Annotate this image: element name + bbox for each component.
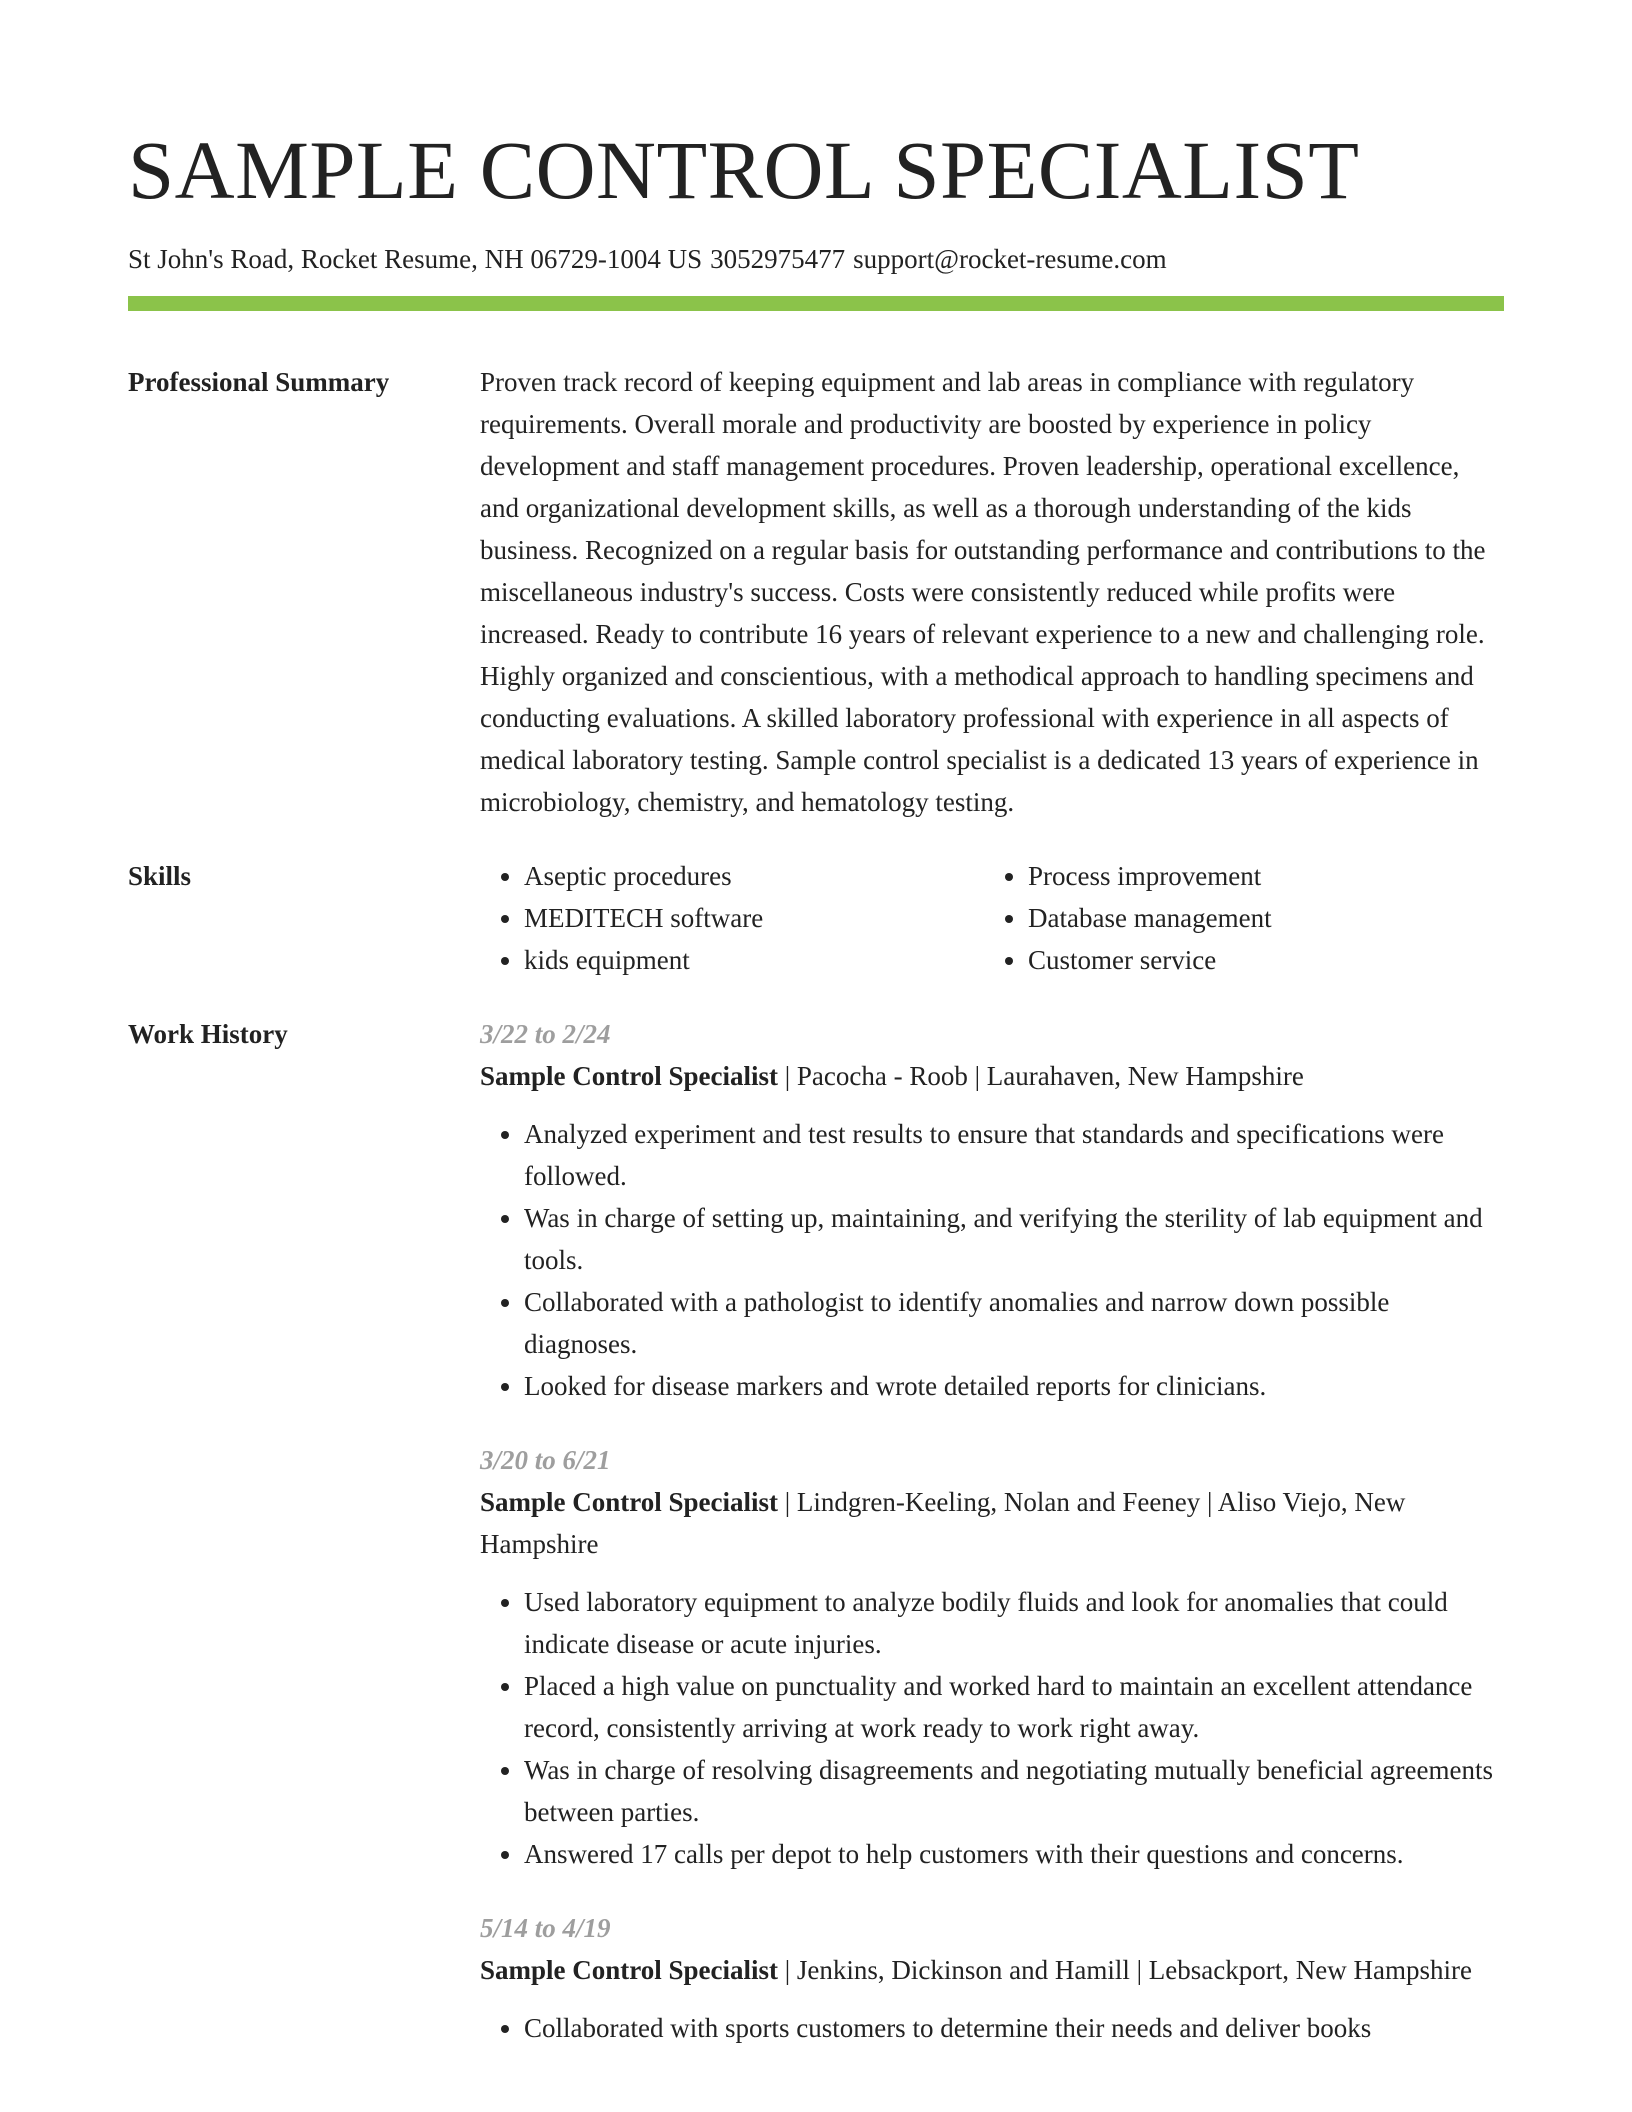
- work-history-body: [480, 1013, 1504, 2081]
- job-entry: [480, 1439, 1504, 1875]
- job-dates: 5/14 to 4/19: [480, 1913, 611, 1943]
- summary-text: Proven track record of keeping equipment and lab areas in compliance with regulatory requirements. Overall morale and productivity are boosted by experience in policy development and staff management procedures. Proven leadership, operational excellence, and organizational development skills, as well as a thorough understanding of the kids business. Recognized on a regular basis for outstanding performance and contributions to the miscellaneous industry's success. Costs were consistently reduced while profits were increased. Ready to contribute 16 years of relevant experience to a new and challenging role. Highly organized and conscientious, with a methodical approach to handling specimens and conducting evaluations. A skilled laboratory professional with experience in all aspects of medical laboratory testing. Sample control specialist is a dedicated 13 years of experience in microbiology, chemistry, and hematology testing.: [480, 367, 1486, 817]
- job-bullet: • Collaborated with sports customers to determine their needs and deliver books: [524, 2007, 1504, 2049]
- job-entry: [480, 1013, 1504, 1407]
- skill-item: • Aseptic procedures: [524, 855, 984, 897]
- work-history-label: Work History: [128, 1019, 288, 1049]
- job-dates: 3/22 to 2/24: [480, 1019, 611, 1049]
- skills-section: [128, 855, 1504, 981]
- summary-label: Professional Summary: [128, 367, 390, 397]
- work-history-section: [128, 1013, 1504, 2081]
- job-bullet: • Placed a high value on punctuality and worked hard to maintain an excellent attendance record, consistently arriving at work ready to work right away.: [524, 1665, 1504, 1749]
- job-bullet: • Answered 17 calls per depot to help customers with their questions and concerns.: [524, 1833, 1504, 1875]
- job-bullet: • Analyzed experiment and test results to ensure that standards and specifications were followed.: [524, 1113, 1504, 1197]
- skills-body: [480, 855, 1504, 981]
- job-entry: [480, 1907, 1504, 2049]
- contact-address: St John's Road, Rocket Resume, NH 06729-1004 US: [128, 244, 703, 274]
- job-details: | Pacocha - Roob | Laurahaven, New Hampshire: [778, 1061, 1304, 1091]
- resume-page: [128, 120, 1504, 2081]
- skill-item: • kids equipment: [524, 939, 984, 981]
- job-bullets: [480, 2007, 1504, 2049]
- job-bullet: • Looked for disease markers and wrote detailed reports for clinicians.: [524, 1365, 1504, 1407]
- job-details: | Jenkins, Dickinson and Hamill | Lebsackport, New Hampshire: [778, 1955, 1472, 1985]
- job-title: Sample Control Specialist: [480, 1487, 779, 1517]
- job-bullet: • Was in charge of resolving disagreements and negotiating mutually beneficial agreements between parties.: [524, 1749, 1504, 1833]
- job-bullets: [480, 1581, 1504, 1875]
- skill-item: • MEDITECH software: [524, 897, 984, 939]
- job-bullet: • Was in charge of setting up, maintaining, and verifying the sterility of lab equipment and tools.: [524, 1197, 1504, 1281]
- job-bullets: [480, 1113, 1504, 1407]
- summary-body: [480, 361, 1504, 823]
- skills-column-right: [984, 855, 1488, 981]
- job-dates: 3/20 to 6/21: [480, 1445, 611, 1475]
- skills-grid: [480, 855, 1504, 981]
- header-divider: [128, 296, 1504, 311]
- job-title: Sample Control Specialist: [480, 1061, 779, 1091]
- job-details: | Lindgren-Keeling, Nolan and Feeney | Aliso Viejo, New Hampshire: [480, 1487, 1406, 1559]
- skill-item: • Database management: [1028, 897, 1488, 939]
- job-heading: [480, 1055, 1504, 1097]
- job-bullet: • Used laboratory equipment to analyze bodily fluids and look for anomalies that could indicate disease or acute injuries.: [524, 1581, 1504, 1665]
- contact-line: [128, 242, 1504, 276]
- job-heading: [480, 1949, 1504, 1991]
- contact-email: support@rocket-resume.com: [853, 244, 1167, 274]
- job-bullet: • Collaborated with a pathologist to identify anomalies and narrow down possible diagnoses.: [524, 1281, 1504, 1365]
- summary-section: [128, 361, 1504, 823]
- skills-column-left: [480, 855, 984, 981]
- candidate-name: SAMPLE CONTROL SPECIALIST: [128, 124, 1360, 216]
- contact-phone: 3052975477: [710, 244, 846, 274]
- skill-item: • Customer service: [1028, 939, 1488, 981]
- job-title: Sample Control Specialist: [480, 1955, 779, 1985]
- skills-label: Skills: [128, 861, 192, 891]
- skill-item: • Process improvement: [1028, 855, 1488, 897]
- job-heading: [480, 1481, 1504, 1565]
